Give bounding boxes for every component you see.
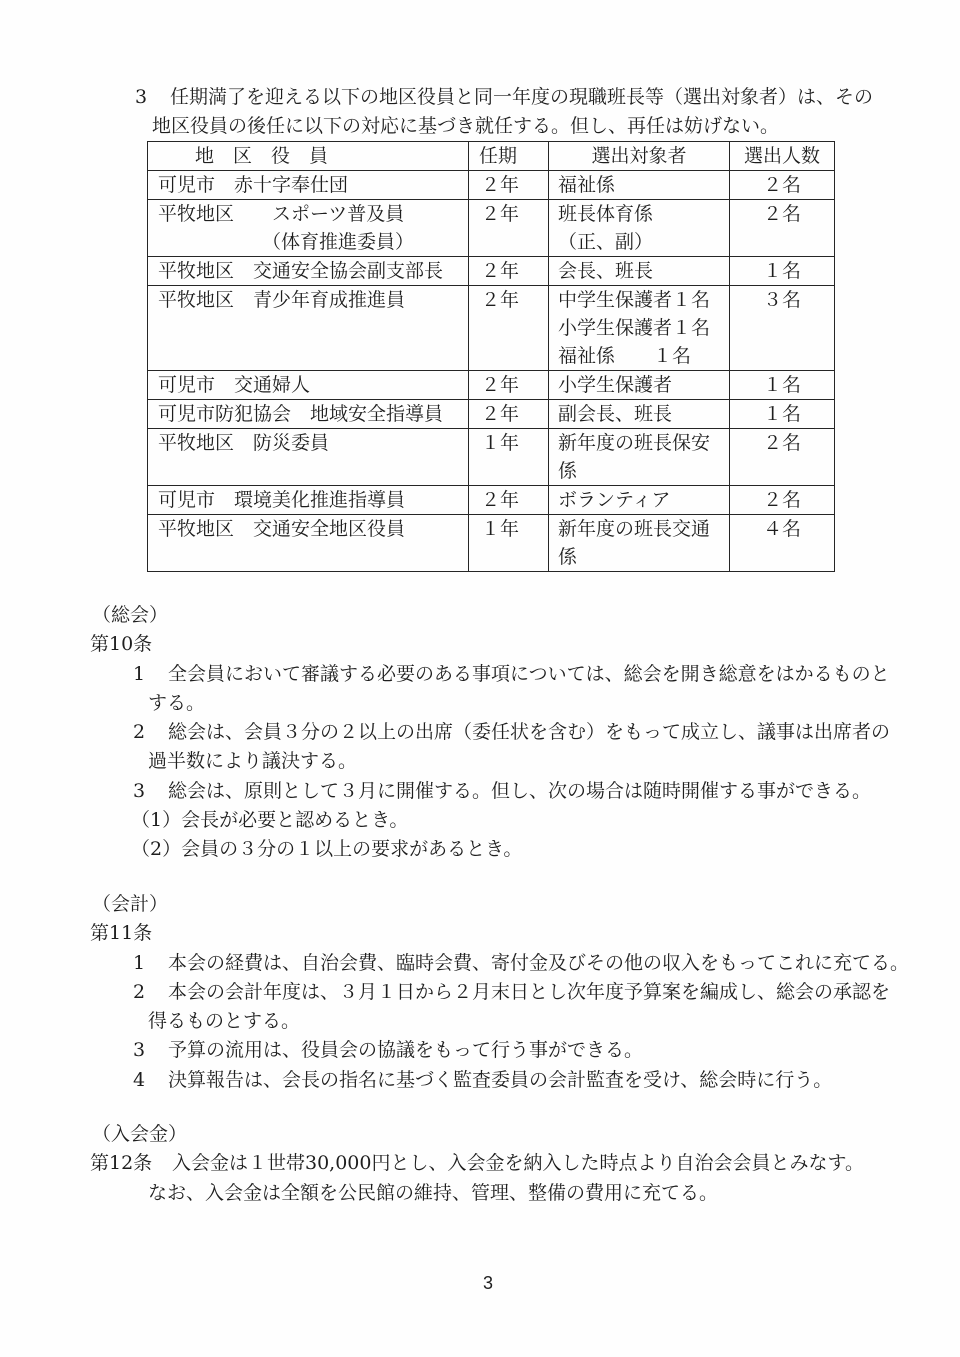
section-heading: （会計） (92, 893, 169, 915)
clause-number: 4 (133, 1068, 146, 1091)
role-line: 平牧地区 交通安全協会副支部長 (158, 260, 444, 282)
clause-number: 1 (133, 662, 146, 685)
table-row (148, 200, 835, 257)
table-row (148, 171, 835, 200)
clause-text: 全会員において審議する必要のある事項については、総会を開き総意をはかるものと (168, 662, 890, 685)
clause-number: 2 (133, 980, 146, 1003)
table-row (148, 286, 835, 371)
target-line: 中学生保護者１名 (558, 289, 711, 311)
target-cell (549, 515, 730, 572)
target-line: 係 (558, 546, 578, 568)
target-line: 小学生保護者１名 (558, 317, 711, 339)
count-cell: ２名 (730, 429, 835, 486)
table-row (148, 429, 835, 486)
article-continuation: なお、入会金は全額を公民館の維持、管理、整備の費用に充てる。 (148, 1181, 719, 1204)
role-line: 平牧地区 交通安全地区役員 (158, 518, 406, 540)
count-cell: ３名 (730, 286, 835, 371)
target-line: 班長体育係 (558, 203, 654, 225)
clause-number: 1 (133, 951, 146, 974)
role-line: 平牧地区 スポーツ普及員 (158, 203, 405, 225)
section-general-meeting (0, 601, 960, 865)
target-line: 副会長、班長 (558, 403, 673, 425)
header-count: 選出人数 (730, 142, 835, 171)
target-cell (549, 200, 730, 257)
clause-item (0, 777, 960, 806)
page-number: 3 (482, 1273, 493, 1293)
clause-number: 3 (133, 779, 146, 802)
table-header-row (148, 142, 835, 171)
table-row (148, 371, 835, 400)
clause-line (0, 112, 960, 141)
table-row (148, 257, 835, 286)
count-cell: １名 (730, 371, 835, 400)
role-cell (148, 200, 469, 257)
role-line: 可児市防犯協会 地域安全指導員 (158, 403, 444, 425)
table-row (148, 515, 835, 572)
clause-text: 総会は、原則として３月に開催する。但し、次の場合は随時開催する事ができる。 (168, 779, 872, 802)
count-cell: ４名 (730, 515, 835, 572)
header-term: 任期 (469, 142, 549, 171)
clause-number: 3 (135, 86, 148, 108)
intro-clause (0, 83, 960, 141)
term-cell: ２年 (469, 371, 549, 400)
clause-item (0, 978, 960, 1007)
target-line: ボランティア (558, 489, 671, 511)
section-heading: （総会） (92, 604, 169, 626)
count-cell: ２名 (730, 171, 835, 200)
clause-text: 本会の経費は、自治会費、臨時会費、寄付金及びその他の収入をもってこれに充てる。 (168, 951, 910, 974)
target-cell (549, 371, 730, 400)
header-target: 選出対象者 (549, 142, 730, 171)
clause-text: 予算の流用は、役員会の協議をもって行う事ができる。 (168, 1039, 644, 1062)
clause-continuation: 得るものとする。 (148, 1010, 301, 1033)
article-text: 入会金は１世帯30,000円とし、入会金を納入した時点より自治会会員とみなす。 (172, 1152, 864, 1175)
term-cell: １年 (469, 515, 549, 572)
role-line: （体育推進委員） (262, 231, 415, 253)
clause-number: 3 (133, 1039, 146, 1062)
count-cell: １名 (730, 257, 835, 286)
clause-item (0, 1066, 960, 1095)
clause-item (0, 718, 960, 747)
role-line: 平牧地区 青少年育成推進員 (158, 289, 406, 311)
sub-clause: （2）会員の３分の１以上の要求があるとき。 (131, 838, 523, 861)
clause-text: 地区役員の後任に以下の対応に基づき就任する。但し、再任は妨げない。 (152, 115, 780, 137)
target-line: 福祉係 (558, 174, 616, 196)
target-cell (549, 429, 730, 486)
target-cell (549, 486, 730, 515)
article-number: 第12条 (90, 1152, 153, 1175)
clause-text: 決算報告は、会長の指名に基づく監査委員の会計監査を受け、総会時に行う。 (168, 1068, 833, 1091)
target-line: 新年度の班長保安 (558, 432, 711, 454)
clause-text: 本会の会計年度は、３月１日から２月末日とし次年度予算案を編成し、総会の承認を (168, 980, 891, 1003)
sub-clause: （1）会長が必要と認めるとき。 (131, 809, 409, 832)
clause-continuation: 過半数により議決する。 (148, 750, 358, 773)
article-number: 第11条 (90, 922, 153, 945)
role-cell (148, 171, 469, 200)
role-cell (148, 515, 469, 572)
target-line: 小学生保護者 (558, 374, 673, 396)
count-cell: ２名 (730, 486, 835, 515)
role-cell (148, 400, 469, 429)
role-cell (148, 257, 469, 286)
term-cell: ２年 (469, 171, 549, 200)
role-cell (148, 371, 469, 400)
role-cell (148, 429, 469, 486)
target-cell (549, 286, 730, 371)
target-line: 会長、班長 (558, 260, 654, 282)
role-line: 可児市 交通婦人 (158, 374, 311, 396)
term-cell: ２年 (469, 286, 549, 371)
clause-number: 2 (133, 721, 146, 744)
section-admission-fee (0, 1120, 960, 1208)
count-cell: １名 (730, 400, 835, 429)
target-cell (549, 171, 730, 200)
clause-item (0, 949, 960, 978)
clause-item (0, 660, 960, 689)
clause-item (0, 1036, 960, 1065)
section-accounting (0, 890, 960, 1095)
term-cell: ２年 (469, 200, 549, 257)
term-cell: ２年 (469, 400, 549, 429)
target-line: 福祉係 １名 (558, 345, 692, 367)
article-number: 第10条 (90, 633, 153, 656)
target-line: 新年度の班長交通 (558, 518, 711, 540)
section-heading: （入会金） (92, 1123, 188, 1145)
clause-line (0, 83, 960, 112)
term-cell: ２年 (469, 257, 549, 286)
clause-text: 総会は、会員３分の２以上の出席（委任状を含む）をもって成立し、議事は出席者の (168, 721, 891, 744)
officers-table (147, 141, 835, 572)
clause-text: 任期満了を迎える以下の地区役員と同一年度の現職班長等（選出対象者）は、その (170, 86, 874, 108)
term-cell: ２年 (469, 486, 549, 515)
role-line: 可児市 環境美化推進指導員 (158, 489, 406, 511)
target-cell (549, 257, 730, 286)
clause-continuation: する。 (148, 691, 206, 714)
role-cell (148, 286, 469, 371)
target-line: 係 (558, 460, 578, 482)
table-row (148, 400, 835, 429)
article-line (0, 1149, 960, 1178)
count-cell: ２名 (730, 200, 835, 257)
target-line: （正、副） (558, 231, 654, 253)
role-line: 平牧地区 防災委員 (158, 432, 330, 454)
role-cell (148, 486, 469, 515)
term-cell: １年 (469, 429, 549, 486)
role-line: 可児市 赤十字奉仕団 (158, 174, 349, 196)
header-role: 地 区 役 員 (148, 142, 469, 171)
target-cell (549, 400, 730, 429)
table-row (148, 486, 835, 515)
